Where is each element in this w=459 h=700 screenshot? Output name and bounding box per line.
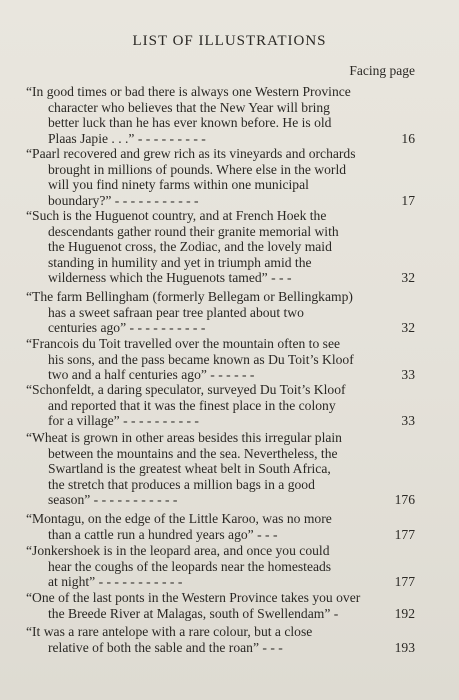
illustration-entry bbox=[26, 590, 415, 621]
caption-line: for a village” - - - - - - - - - - bbox=[48, 413, 199, 429]
caption-line: character who believes that the New Year will bring bbox=[48, 99, 330, 115]
illustration-caption bbox=[26, 146, 415, 208]
illustration-caption bbox=[26, 430, 415, 508]
illustration-entry bbox=[26, 84, 415, 146]
illustration-entry bbox=[26, 336, 415, 383]
caption-line: brought in millions of pounds. Where else in the world bbox=[48, 161, 347, 177]
illustration-caption bbox=[26, 511, 415, 542]
facing-page-number: 193 bbox=[394, 639, 415, 655]
caption-line: “Montagu, on the edge of the Little Karoo, was no more bbox=[26, 511, 332, 526]
caption-line: hear the coughs of the leopards near the homesteads bbox=[48, 558, 332, 574]
illustration-caption bbox=[26, 590, 415, 621]
caption-line: has a sweet safraan pear tree planted about two bbox=[48, 304, 304, 320]
facing-page-number: 33 bbox=[401, 413, 415, 429]
facing-page-number: 177 bbox=[394, 574, 415, 590]
caption-line: wilderness which the Huguenots tamed” - - - bbox=[48, 270, 292, 286]
caption-line: season” - - - - - - - - - - - bbox=[48, 492, 178, 508]
facing-page-number: 33 bbox=[401, 367, 415, 383]
caption-line: between the mountains and the sea. Nevertheless, the bbox=[48, 445, 338, 461]
illustration-caption bbox=[26, 382, 415, 429]
illustration-caption bbox=[26, 208, 415, 286]
facing-page-number: 177 bbox=[394, 526, 415, 542]
caption-line: the Huguenot cross, the Zodiac, and the lovely maid bbox=[48, 239, 332, 255]
caption-line: standing in humility and yet in triumph amid the bbox=[48, 254, 312, 270]
facing-page-number: 192 bbox=[394, 605, 415, 621]
illustration-caption bbox=[26, 543, 415, 590]
facing-page-number: 176 bbox=[394, 492, 415, 508]
illustration-entry bbox=[26, 146, 415, 208]
caption-line: “The farm Bellingham (formerly Bellegam or Bellingkamp) bbox=[26, 289, 353, 304]
caption-line: “Such is the Huguenot country, and at French Hoek the bbox=[26, 208, 327, 223]
caption-line: “One of the last ponts in the Western Province takes you over bbox=[26, 590, 361, 605]
illustration-caption bbox=[26, 624, 415, 655]
caption-line: descendants gather round their granite memorial with bbox=[48, 223, 339, 239]
illustration-caption bbox=[26, 289, 415, 336]
caption-line: and reported that it was the finest place in the colony bbox=[48, 397, 336, 413]
caption-line: Swartland is the greatest wheat belt in South Africa, bbox=[48, 461, 331, 477]
caption-line: “In good times or bad there is always one Western Province bbox=[26, 84, 351, 99]
illustration-entry bbox=[26, 624, 415, 655]
caption-line: “Paarl recovered and grew rich as its vineyards and orchards bbox=[26, 146, 356, 161]
caption-line: “It was a rare antelope with a rare colour, but a close bbox=[26, 624, 313, 639]
caption-line: will you find ninety farms within one municipal bbox=[48, 177, 309, 193]
illustration-entry bbox=[26, 511, 415, 542]
illustration-entry bbox=[26, 382, 415, 429]
caption-line: his sons, and the pass became known as Du Toit’s Kloof bbox=[48, 351, 354, 367]
caption-line: the stretch that produces a million bags in a good bbox=[48, 476, 315, 492]
facing-page-number: 17 bbox=[401, 192, 415, 208]
page-title: LIST OF ILLUSTRATIONS bbox=[132, 33, 327, 49]
facing-page-column-label: Facing page bbox=[349, 63, 415, 78]
illustration-entry bbox=[26, 208, 415, 286]
caption-line: Plaas Japie . . .” - - - - - - - - - bbox=[48, 130, 206, 146]
facing-page-number: 16 bbox=[401, 130, 415, 146]
caption-line: “Schonfeldt, a daring speculator, surveyed Du Toit’s Kloof bbox=[26, 382, 346, 397]
caption-line: than a cattle run a hundred years ago” - - - bbox=[48, 526, 278, 542]
caption-line: “Francois du Toit travelled over the mountain often to see bbox=[26, 336, 341, 351]
facing-page-number: 32 bbox=[401, 320, 415, 336]
illustration-entry bbox=[26, 289, 415, 336]
caption-line: “Wheat is grown in other areas besides this irregular plain bbox=[26, 430, 342, 445]
illustration-entry bbox=[26, 543, 415, 590]
illustration-caption bbox=[26, 84, 415, 146]
illustration-caption bbox=[26, 336, 415, 383]
caption-line: two and a half centuries ago” - - - - - - bbox=[48, 367, 255, 383]
caption-line: better luck than he has ever known before. He is old bbox=[48, 115, 332, 131]
caption-line: “Jonkershoek is in the leopard area, and once you could bbox=[26, 543, 330, 558]
illustration-entry bbox=[26, 430, 415, 508]
caption-line: boundary?” - - - - - - - - - - - bbox=[48, 192, 199, 208]
caption-line: relative of both the sable and the roan” - - - bbox=[48, 639, 283, 655]
caption-line: the Breede River at Malagas, south of Swellendam” - bbox=[48, 605, 339, 621]
caption-line: centuries ago” - - - - - - - - - - bbox=[48, 320, 206, 336]
caption-line: at night” - - - - - - - - - - - bbox=[48, 574, 183, 590]
facing-page-number: 32 bbox=[401, 270, 415, 286]
